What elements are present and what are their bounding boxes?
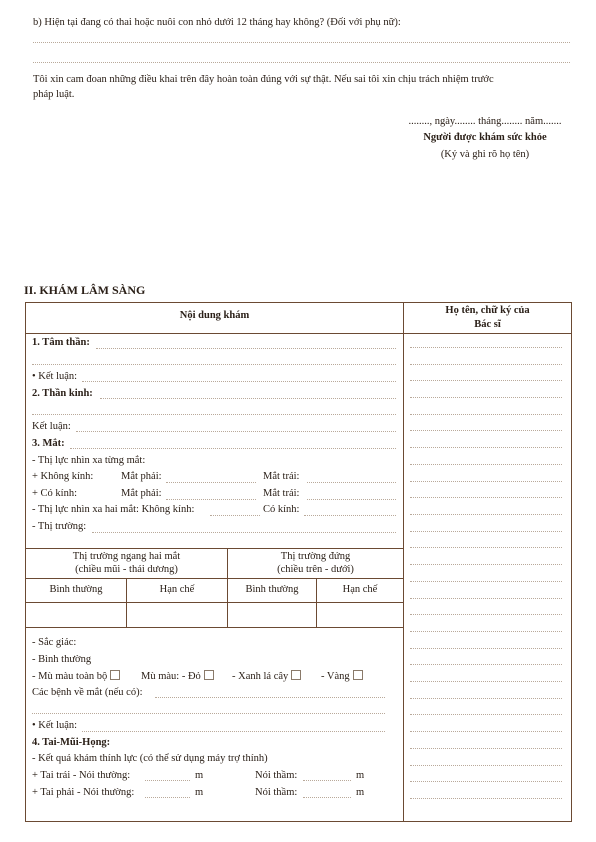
visual-field-label: - Thị trường: — [32, 521, 87, 532]
doctor-signature-line[interactable] — [410, 781, 562, 782]
doctor-signature-line[interactable] — [410, 798, 562, 799]
left-ear-whisper-label: Nói thầm: — [255, 770, 298, 781]
signature-title: Người được khám sức khỏe — [423, 132, 547, 143]
col-doctor-header-2: Bác sĩ — [474, 319, 501, 330]
yellow-label: - Vàng — [321, 671, 350, 682]
horizontal-field-title: Thị trường ngang hai mắt — [72, 551, 181, 562]
doctor-signature-line[interactable] — [410, 664, 562, 665]
mental-heading: 1. Tâm thần: — [32, 337, 90, 348]
both-eyes-no-glasses-input[interactable] — [210, 515, 260, 516]
hearing-label: - Kết quả khám thính lực (có thể sử dụng máy trợ thính) — [32, 753, 268, 764]
section-title: II. KHÁM LÂM SÀNG — [24, 283, 146, 297]
doctor-signature-line[interactable] — [410, 414, 562, 415]
with-glasses-left-input[interactable] — [307, 499, 396, 500]
answer-line — [33, 42, 570, 43]
right-ear-normal-input[interactable] — [145, 797, 190, 798]
both-eyes-with-glasses-input[interactable] — [304, 515, 396, 516]
red-checkbox[interactable] — [204, 670, 214, 680]
doctor-signature-line[interactable] — [410, 380, 562, 381]
doctor-signature-line[interactable] — [410, 598, 562, 599]
yellow-checkbox[interactable] — [353, 670, 363, 680]
vertical-normal-cell[interactable] — [228, 603, 315, 626]
acuity-each-label: - Thị lực nhìn xa từng mắt: — [32, 455, 146, 466]
eyes-conclusion-line[interactable] — [82, 731, 385, 732]
vertical-normal-label: Bình thường — [245, 584, 299, 595]
table-divider — [403, 303, 404, 821]
left-eye-label: Mắt trái: — [263, 488, 300, 499]
total-color-blind-label: - Mù màu toàn bộ — [32, 671, 108, 682]
total-color-blind-checkbox[interactable] — [110, 670, 120, 680]
table-header-divider — [26, 333, 571, 334]
no-glasses-right-input[interactable] — [166, 482, 256, 483]
left-ear-whisper-input[interactable] — [303, 780, 351, 781]
eye-diseases-line[interactable] — [155, 697, 385, 698]
visual-field-line[interactable] — [92, 532, 396, 533]
green-checkbox[interactable] — [291, 670, 301, 680]
horizontal-limited-cell[interactable] — [127, 603, 226, 626]
vertical-limited-label: Hạn chế — [342, 584, 378, 595]
signature-note: (Ký và ghi rõ họ tên) — [440, 149, 530, 160]
red-label: Mù màu: - Đỏ — [141, 671, 201, 682]
question-b: b) Hiện tại đang có thai hoặc nuôi con nhỏ dưới 12 tháng hay không? (Đối với phụ nữ): — [33, 17, 401, 28]
field-table-top — [26, 548, 403, 549]
neuro-conclusion: Kết luận: — [32, 421, 71, 432]
eyes-heading: 3. Mắt: — [32, 438, 65, 449]
doctor-signature-line[interactable] — [410, 547, 562, 548]
neuro-heading: 2. Thần kinh: — [32, 388, 93, 399]
field-table-mid — [26, 578, 403, 579]
left-ear-whisper-unit: m — [356, 770, 365, 781]
neuro-conclusion-line[interactable] — [76, 431, 396, 432]
horizontal-field-subtitle: (chiều mũi - thái dương) — [75, 564, 178, 575]
doctor-signature-line[interactable] — [410, 497, 562, 498]
right-ear-unit: m — [195, 787, 204, 798]
eyes-conclusion: • Kết luận: — [32, 720, 78, 731]
both-eyes-label: - Thị lực nhìn xa hai mắt: Không kính: — [32, 504, 195, 515]
doctor-signature-line[interactable] — [410, 447, 562, 448]
left-ear-unit: m — [195, 770, 204, 781]
doctor-signature-line[interactable] — [410, 514, 562, 515]
with-glasses-right-input[interactable] — [166, 499, 256, 500]
signature-date-line: ........, ngày........ tháng........ năm....... — [408, 116, 562, 127]
neuro-line[interactable] — [32, 414, 396, 415]
color-vision-heading: - Sắc giác: — [32, 637, 77, 648]
declaration-line-1: Tôi xin cam đoan những điều khai trên đây hoàn toàn đúng với sự thật. Nếu sai tôi xin chịu trách nhiệm trước — [33, 74, 494, 85]
vertical-limited-cell[interactable] — [317, 603, 402, 626]
green-option[interactable] — [232, 670, 301, 682]
mental-conclusion: • Kết luận: — [32, 371, 78, 382]
doctor-signature-line[interactable] — [410, 648, 562, 649]
no-glasses-left-input[interactable] — [307, 482, 396, 483]
with-glasses-label: + Có kính: — [32, 488, 78, 499]
doctor-signature-line[interactable] — [410, 731, 562, 732]
horizontal-limited-label: Hạn chế — [159, 584, 195, 595]
total-color-blind-option[interactable] — [32, 670, 120, 682]
doctor-signature-line[interactable] — [410, 481, 562, 482]
eyes-line[interactable] — [70, 448, 396, 449]
doctor-signature-line[interactable] — [410, 698, 562, 699]
mental-line[interactable] — [32, 364, 396, 365]
field-table-bottom — [26, 627, 403, 628]
eye-diseases-line[interactable] — [32, 713, 385, 714]
both-eyes-glasses-label: Có kính: — [263, 504, 300, 515]
right-eye-label: Mắt phải: — [121, 488, 162, 499]
doctor-signature-line[interactable] — [410, 430, 562, 431]
answer-line — [33, 62, 570, 63]
right-ear-whisper-input[interactable] — [303, 797, 351, 798]
red-option[interactable] — [141, 670, 214, 682]
no-glasses-label: + Không kính: — [32, 471, 94, 482]
doctor-signature-line[interactable] — [410, 631, 562, 632]
doctor-signature-line[interactable] — [410, 681, 562, 682]
vertical-field-title: Thị trường đứng — [280, 551, 351, 562]
doctor-signature-line[interactable] — [410, 748, 562, 749]
doctor-signature-line[interactable] — [410, 765, 562, 766]
mental-conclusion-line[interactable] — [82, 381, 396, 382]
left-eye-label: Mắt trái: — [263, 471, 300, 482]
left-ear-label: + Tai trái - Nói thường: — [32, 770, 131, 781]
doctor-signature-line[interactable] — [410, 714, 562, 715]
ent-heading: 4. Tai-Mũi-Họng: — [32, 737, 111, 748]
doctor-signature-line[interactable] — [410, 464, 562, 465]
right-ear-whisper-unit: m — [356, 787, 365, 798]
eye-diseases-label: Các bệnh về mắt (nếu có): — [32, 687, 143, 698]
doctor-signature-line[interactable] — [410, 397, 562, 398]
col-content-header: Nội dung khám — [179, 310, 250, 321]
left-ear-normal-input[interactable] — [145, 780, 190, 781]
doctor-signature-line[interactable] — [410, 581, 562, 582]
horizontal-normal-cell[interactable] — [27, 603, 125, 626]
vertical-field-subtitle: (chiều trên - dưới) — [277, 564, 354, 575]
doctor-signature-line[interactable] — [410, 564, 562, 565]
color-normal-label: - Bình thường — [32, 654, 92, 665]
horizontal-normal-label: Bình thường — [49, 584, 103, 595]
doctor-signature-line[interactable] — [410, 347, 562, 348]
neuro-line[interactable] — [100, 398, 396, 399]
right-eye-label: Mắt phải: — [121, 471, 162, 482]
right-ear-label: + Tai phải - Nói thường: — [32, 787, 135, 798]
green-label: - Xanh lá cây — [232, 671, 289, 682]
mental-line[interactable] — [96, 348, 396, 349]
right-ear-whisper-label: Nói thầm: — [255, 787, 298, 798]
doctor-signature-line[interactable] — [410, 614, 562, 615]
col-doctor-header-1: Họ tên, chữ ký của — [445, 305, 530, 316]
declaration-line-2: pháp luật. — [33, 89, 75, 100]
yellow-option[interactable] — [321, 670, 363, 682]
doctor-signature-line[interactable] — [410, 531, 562, 532]
doctor-signature-line[interactable] — [410, 364, 562, 365]
